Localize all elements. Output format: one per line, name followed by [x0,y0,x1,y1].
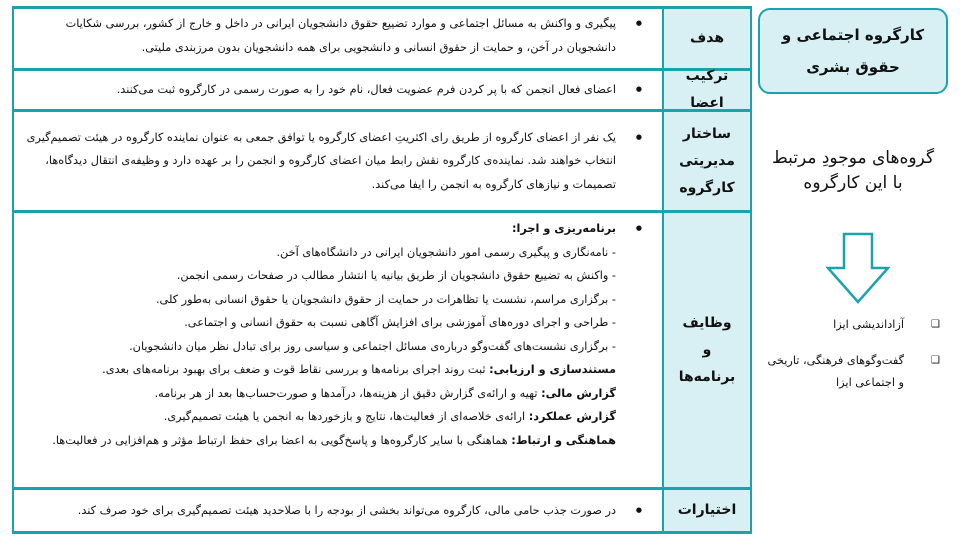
row-authority-body [14,490,662,531]
row-management-body [14,112,662,210]
related-groups-list [762,314,942,408]
row-members-body [14,71,662,109]
row-members [14,68,750,112]
row-management-label: ساختار مدیریتی کارگروه [662,112,750,210]
row-authority-label: اختیارات [662,490,750,531]
goal-text: ● پیگیری و واکنش به مسائل اجتماعی و موارد تضییع حقوق دانشجویان ایرانی در داخل و خارج از کشور، بررسی شکایات دانشجویان در آخن، و حمایت از حقوق انسانی و دانشجویی برای همه دانشجویان بدون مرزبندی ملیتی. [24,12,656,59]
planning-item: - نامه‌نگاری و پیگیری رسمی امور دانشجویان ایرانی در دانشگاه‌های آخن. [24,241,656,265]
workgroup-title: کارگروه اجتماعی و حقوق بشری [758,8,948,94]
planning-item: - برگزاری نشست‌های گفت‌وگو درباره‌ی مسائل اجتماعی و سیاسی روز برای تبادل نظر میان دانشجویان. [24,335,656,359]
row-goal-body [14,9,662,68]
authority-text: ● در صورت جذب حامی مالی، کارگروه می‌تواند بخشی از بودجه را با صلاحدید هیئت تصمیم‌گیری برای خود صرف کند. [24,499,656,523]
down-arrow-icon [826,232,890,304]
related-group-item: ❑ گفت‌وگوهای فرهنگی، تاریخی و اجتماعی ایزا [762,350,942,394]
workgroup-table [12,6,752,534]
performance-line: گزارش عملکرد: ارائه‌ی خلاصه‌ای از فعالیت‌ها، نتایج و بازخوردها به انجمن یا هیئت تصمیم‌گیری. [163,410,616,423]
row-duties-label: وظایف و برنامه‌ها [662,213,750,487]
row-goal-label: هدف [662,9,750,68]
planning-item: - واکنش به تضییع حقوق دانشجویان از طریق بیانیه یا انتشار مطالب در صفحات رسمی انجمن. [24,264,656,288]
planning-item: - طراحی و اجرای دوره‌های آموزشی برای افزایش آگاهی نسبت به حقوق انسانی و اجتماعی. [24,311,656,335]
management-text: ● یک نفر از اعضای کارگروه از طریق رای اکثریتِ اعضای کارگروه یا توافق جمعی به عنوان نماینده کارگروه در هیئت تصمیم‌گیری انتخاب خواهند شد. نماینده‌ی کارگروه نقش رابط میان اعضای کارگروه و انجمن را بر عهده دارد و وظیفه‌ی انتقال دیدگاه‌ها، تصمیمات و نیازهای کارگروه به انجمن را ایفا می‌کند. [24,126,656,197]
related-groups-heading: گروه‌های موجودِ مرتبط با این کارگروه [771,148,935,193]
planning-heading: ● برنامه‌ریزی و اجرا: [24,217,656,241]
members-text: ● اعضای فعال انجمن که با پر کردن فرم عضویت فعال، نام خود را به صورت رسمی در کارگروه ثبت می‌کنند. [24,78,656,102]
row-duties-body [14,213,662,487]
row-members-label: ترکیب اعضا [662,71,750,109]
related-group-item: ❑ آزاداندیشی ایزا [762,314,942,336]
row-authority [14,490,750,534]
financial-line: گزارش مالی: تهیه و ارائه‌ی گزارش دقیق از هزینه‌ها، درآمدها و صورت‌حساب‌ها بعد از هر برنامه. [154,386,616,400]
row-management [14,112,750,213]
documentation-line: مستندسازی و ارزیابی: ثبت روند اجرای برنامه‌ها و بررسی نقاط قوت و ضعف برای بهبود برنامه‌های بعدی. [102,363,616,376]
coordination-line: هماهنگی و ارتباط: هماهنگی با سایر کارگروه‌ها و پاسخ‌گویی به اعضا برای حفظ ارتباط مؤثر و هم‌افزایی در فعالیت‌ها. [52,433,616,447]
row-goal [14,6,750,71]
row-duties [14,213,750,490]
planning-item: - برگزاری مراسم، نشست یا تظاهرات در حمایت از حقوق دانشجویان یا حقوق انسانی به‌طور کلی. [24,288,656,312]
